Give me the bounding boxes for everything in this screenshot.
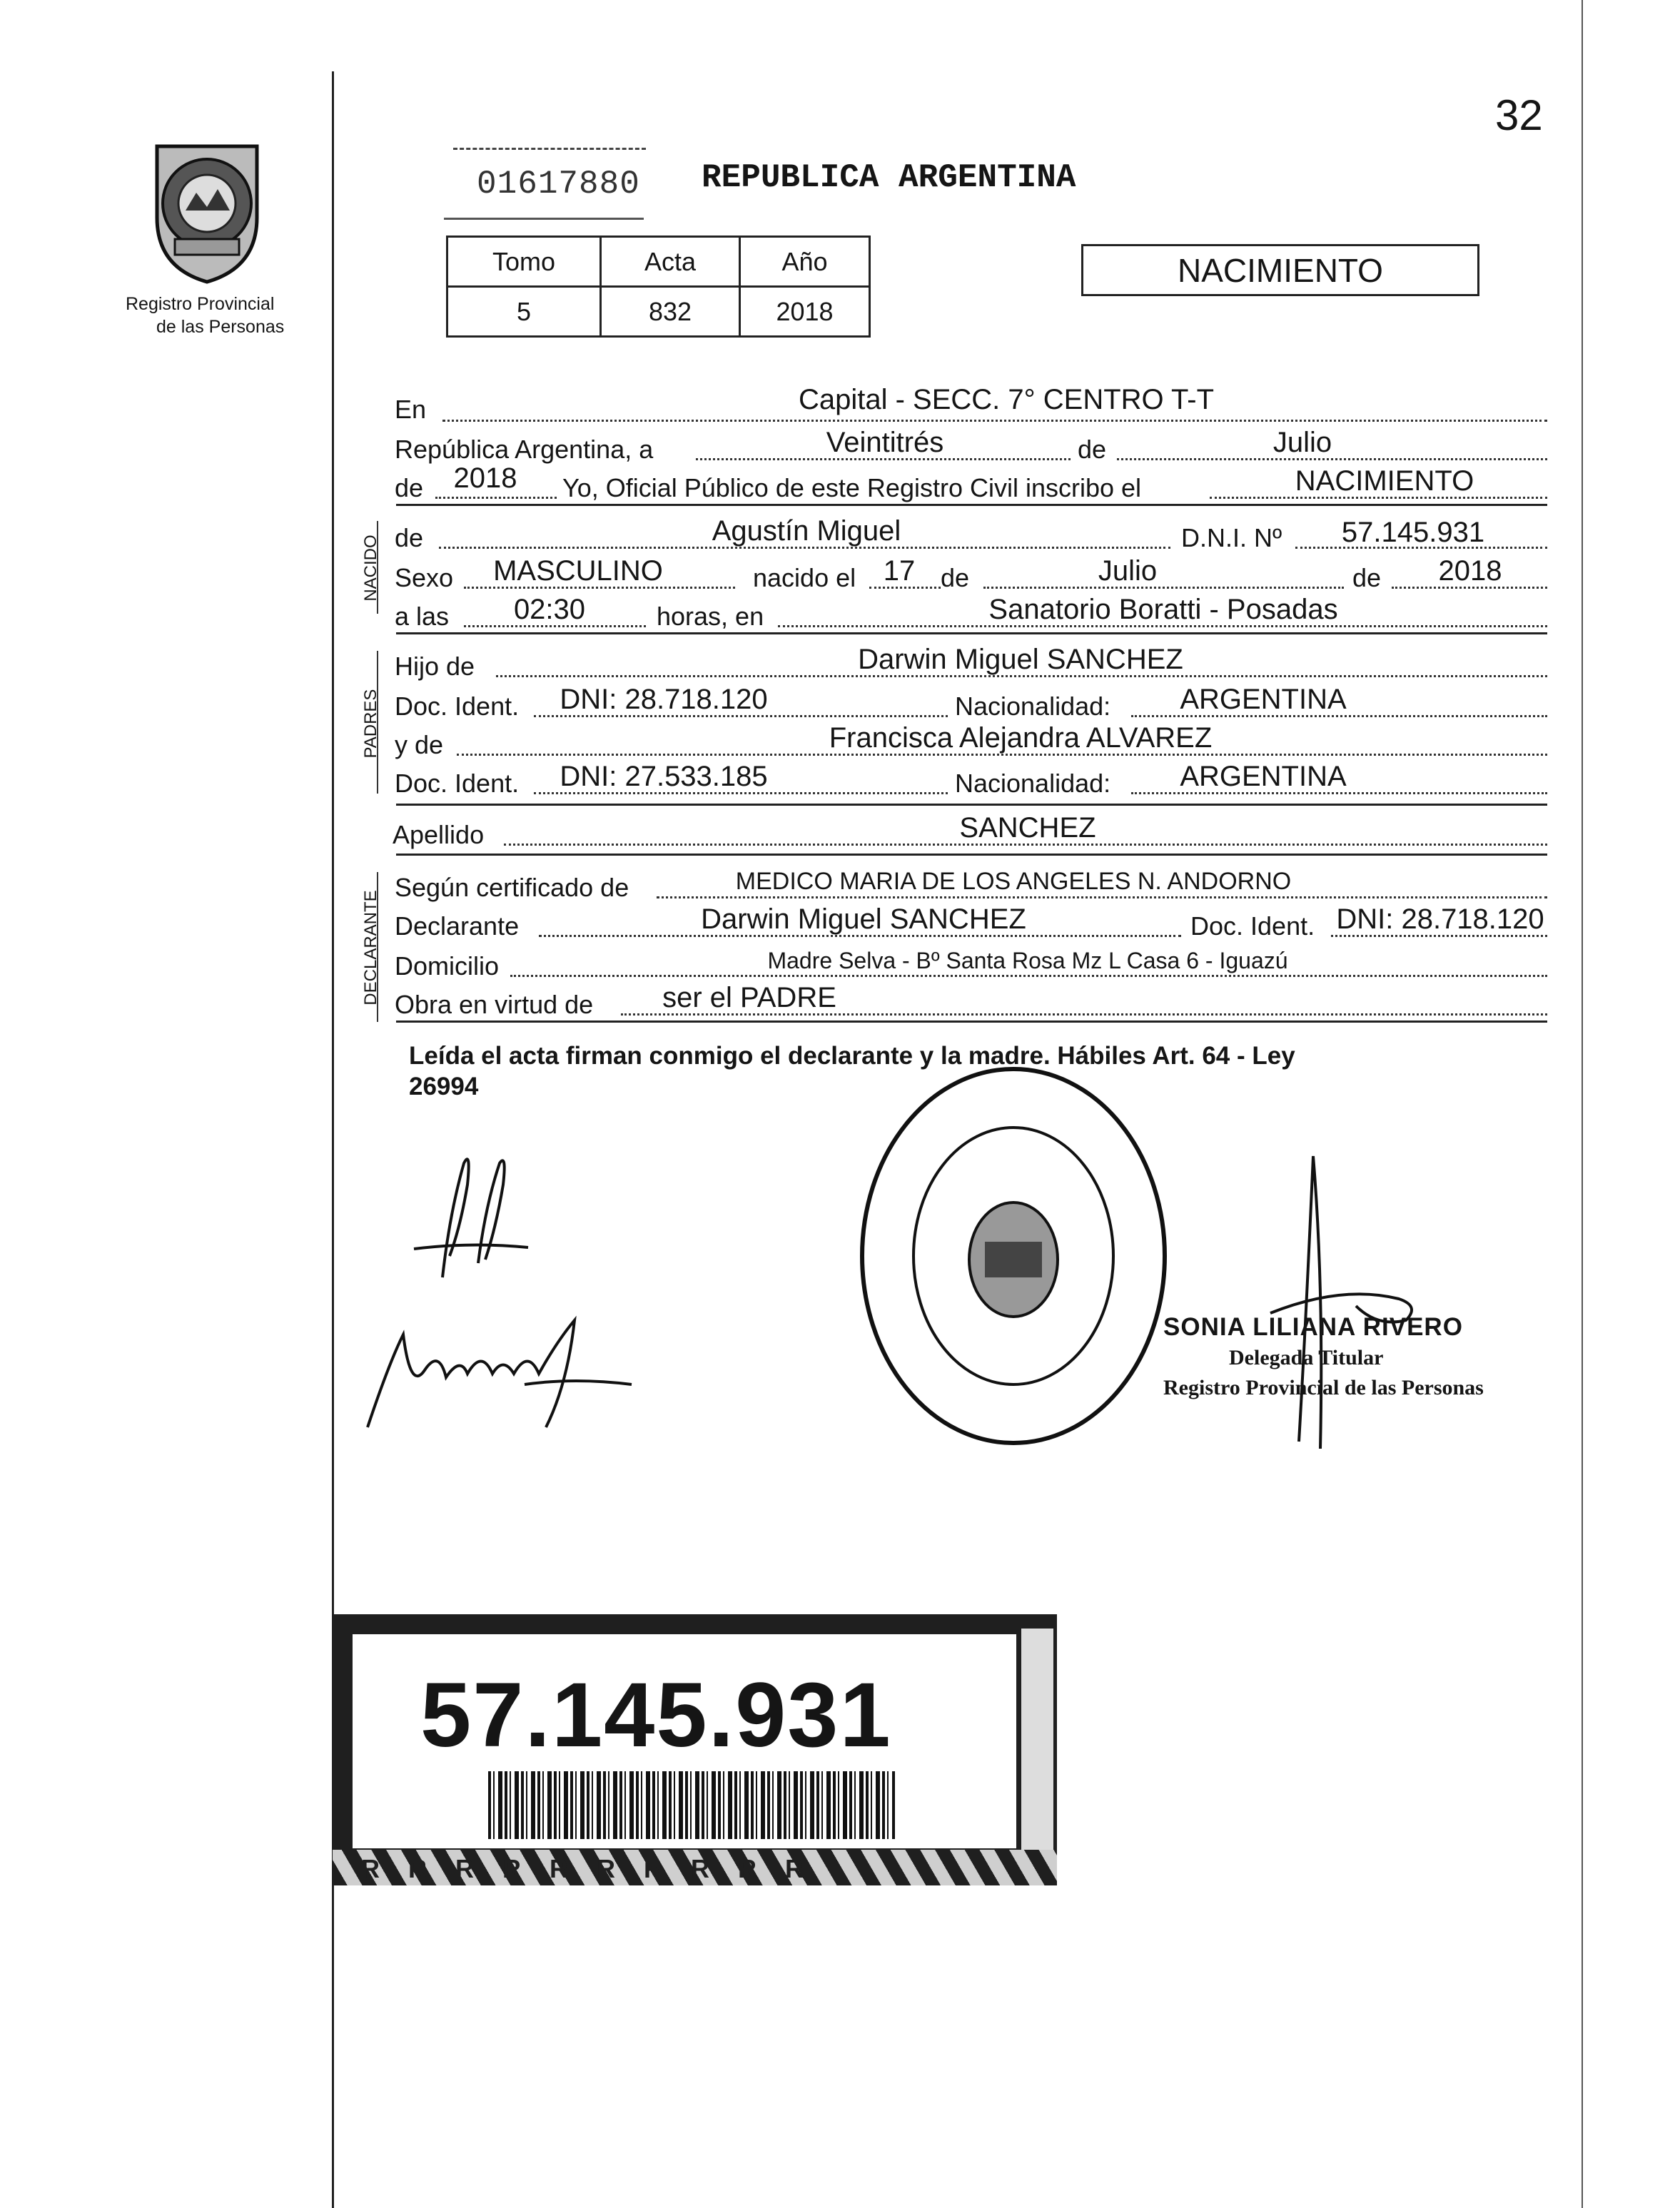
- ano-value: 2018: [740, 287, 870, 337]
- child-dni: 57.145.931: [1341, 517, 1485, 548]
- nacido-section-label: NACIDO: [361, 535, 380, 602]
- year-value: 2018: [453, 462, 517, 494]
- dni-label: D.N.I. Nº: [1181, 523, 1282, 552]
- declarant-signature: [400, 1142, 542, 1285]
- father-nat-label: Nacionalidad:: [955, 692, 1111, 721]
- place-value: Capital - SECC. 7° CENTRO T-T: [798, 384, 1215, 415]
- doc-type-box: [1081, 244, 1479, 296]
- mother-nationality: ARGENTINA: [1180, 761, 1347, 792]
- birth-time: 02:30: [513, 594, 586, 625]
- act-value: NACIMIENTO: [1295, 465, 1474, 497]
- sticker-watermark-bottom: [333, 1850, 1057, 1885]
- cert-value: MEDICO MARIA DE LOS ANGELES N. ANDORNO: [735, 868, 1292, 895]
- year-line: [435, 497, 557, 499]
- domicilio-value: Madre Selva - Bº Santa Rosa Mz L Casa 6 - Iguazú: [767, 948, 1288, 973]
- mother-nat-label: Nacionalidad:: [955, 769, 1111, 798]
- mother-signature: [360, 1306, 639, 1442]
- domicilio-label: Domicilio: [395, 951, 500, 981]
- acta-value: 832: [601, 287, 740, 337]
- mother-line: [457, 754, 1547, 756]
- official-seal: [856, 1063, 1170, 1449]
- serial-underline-top: [453, 148, 646, 150]
- ano-header: Año: [740, 237, 870, 287]
- cert-line: [657, 896, 1547, 898]
- page-number: 32: [1495, 91, 1543, 139]
- apellido-rule: [396, 854, 1547, 856]
- birth-year: 2018: [1438, 555, 1502, 587]
- nacido-el-label: nacido el: [753, 563, 856, 592]
- sticker-inner: [353, 1634, 1016, 1848]
- country-title: REPUBLICA ARGENTINA: [702, 159, 1076, 196]
- intro-rule: [396, 504, 1547, 506]
- nacido-de-label: de: [395, 523, 424, 552]
- sticker-watermark-right: [1021, 1629, 1053, 1864]
- republica-label: República Argentina, a: [395, 435, 654, 464]
- mother-doc: DNI: 27.533.185: [560, 761, 768, 792]
- margin-line: [332, 71, 334, 2208]
- sexo-label: Sexo: [395, 563, 454, 592]
- dni-sticker: [333, 1614, 1057, 1885]
- right-border-line: [1582, 0, 1583, 2208]
- declarante-doc-line: [1331, 935, 1547, 937]
- padres-rule: [396, 804, 1547, 806]
- officer-signature: [1256, 1142, 1434, 1463]
- place-line: [442, 420, 1547, 422]
- serial-underline-bottom: [444, 218, 644, 220]
- apellido-value: SANCHEZ: [959, 812, 1096, 844]
- tomo-value: 5: [447, 287, 601, 337]
- en-label: En: [395, 395, 427, 424]
- domicilio-line: [510, 975, 1547, 977]
- nacido-de-label3: de: [1352, 563, 1382, 592]
- father-doc-label: Doc. Ident.: [395, 692, 520, 721]
- act-line: [1210, 497, 1547, 499]
- father-doc-line: [534, 715, 948, 717]
- father-doc: DNI: 28.718.120: [560, 684, 768, 715]
- mother-doc-label: Doc. Ident.: [395, 769, 520, 798]
- declarante-doc: DNI: 28.718.120: [1336, 903, 1544, 935]
- day-line: [696, 458, 1071, 460]
- mother-nat-line: [1131, 792, 1547, 794]
- tomo-acta-ano-table: [446, 236, 871, 338]
- birth-day-line: [869, 587, 941, 589]
- father-name: Darwin Miguel SANCHEZ: [858, 644, 1183, 675]
- father-nationality: ARGENTINA: [1180, 684, 1347, 715]
- day-words-value: Veintitrés: [826, 427, 944, 458]
- declarante-doc-label: Doc. Ident.: [1190, 911, 1315, 941]
- officer-name: SONIA LILIANA RIVERO: [1163, 1313, 1463, 1341]
- month-value: Julio: [1272, 427, 1332, 458]
- de-label-year: de: [395, 473, 424, 502]
- apellido-line: [504, 844, 1547, 846]
- hijo-label: Hijo de: [395, 652, 475, 681]
- horas-label: horas, en: [657, 602, 764, 631]
- alas-label: a las: [395, 602, 450, 631]
- closing-line2: 26994: [409, 1073, 479, 1100]
- obra-value: ser el PADRE: [662, 982, 836, 1013]
- birth-year-line: [1392, 587, 1547, 589]
- obra-label: Obra en virtud de: [395, 990, 594, 1019]
- child-name: Agustín Miguel: [712, 515, 901, 547]
- nacido-de-label2: de: [941, 563, 970, 592]
- serial-number: 01617880: [477, 166, 640, 203]
- declarante-line: [539, 935, 1181, 937]
- closing-line1: Leída el acta firman conmigo el declarante y la madre. Hábiles Art. 64 - Ley: [409, 1042, 1295, 1070]
- sexo-line: [464, 587, 735, 589]
- birth-place: Sanatorio Boratti - Posadas: [988, 594, 1338, 625]
- padres-section-label: PADRES: [361, 689, 380, 759]
- apellido-label: Apellido: [393, 820, 485, 849]
- father-nat-line: [1131, 715, 1547, 717]
- yde-label: y de: [395, 730, 444, 759]
- sticker-dni-number: 57.145.931: [420, 1664, 892, 1766]
- sexo-value: MASCULINO: [493, 555, 663, 587]
- acta-header: Acta: [601, 237, 740, 287]
- birth-day: 17: [883, 555, 916, 587]
- registry-name-line1: Registro Provincial: [126, 294, 275, 314]
- de-label-intro: de: [1078, 435, 1107, 464]
- sticker-watermark-text: RRRRRRRRRR: [361, 1854, 832, 1883]
- obra-line: [621, 1013, 1547, 1016]
- barcode: [488, 1771, 895, 1839]
- cert-label: Según certificado de: [395, 873, 629, 902]
- declarante-name: Darwin Miguel SANCHEZ: [701, 903, 1026, 935]
- mother-name: Francisca Alejandra ALVAREZ: [829, 722, 1213, 754]
- registry-name-line2: de las Personas: [156, 317, 285, 337]
- officer-title: Delegada Titular: [1229, 1346, 1384, 1369]
- declarante-rule: [396, 1021, 1547, 1023]
- name-line: [439, 547, 1170, 549]
- tomo-header: Tomo: [447, 237, 601, 287]
- doc-type: NACIMIENTO: [1178, 251, 1383, 289]
- officer-office: Registro Provincial de las Personas: [1163, 1376, 1484, 1399]
- nacido-rule: [396, 632, 1547, 634]
- birth-month: Julio: [1098, 555, 1158, 587]
- yo-text: Yo, Oficial Público de este Registro Civil inscribo el: [562, 473, 1142, 502]
- declarante-section-label: DECLARANTE: [361, 890, 380, 1006]
- birth-place-line: [778, 625, 1547, 627]
- declarante-label: Declarante: [395, 911, 520, 941]
- registry-emblem: [136, 132, 278, 285]
- birth-month-line: [983, 587, 1344, 589]
- month-line: [1117, 458, 1547, 460]
- time-line: [464, 625, 646, 627]
- father-line: [496, 675, 1547, 677]
- mother-doc-line: [534, 792, 948, 794]
